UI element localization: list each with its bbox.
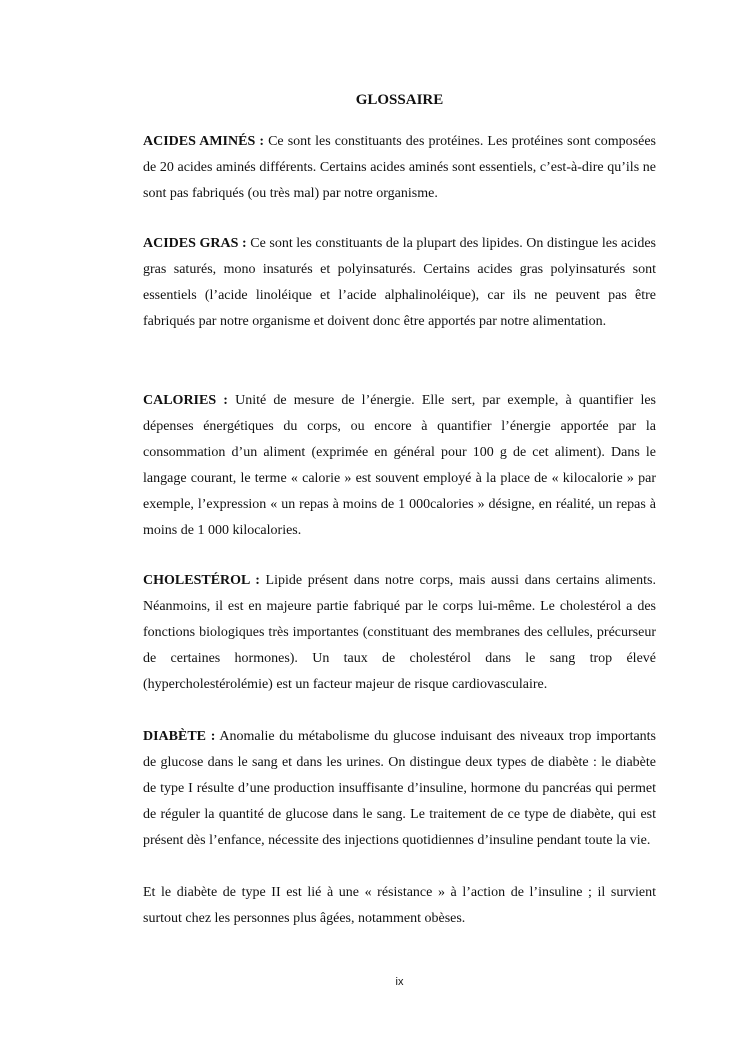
glossary-term: CHOLESTÉROL :	[143, 573, 260, 588]
glossary-entry-acides-amines	[143, 129, 656, 207]
glossary-definition: Unité de mesure de l’énergie. Elle sert, par exemple, à quantifier les dépenses énergétiques du corps, ou encore à quantifier l’énergie apportée par la consommation d’un aliment (exprimée en général pour 100 g de cet aliment). Dans le langage courant, le terme « calorie » est souvent employé à la place de « kilocalorie » par exemple, l’expression « un repas à moins de 1 000calories » désigne, en réalité, un repas à moins de 1 000 kilocalories.	[143, 393, 656, 538]
glossary-term: DIABÈTE :	[143, 729, 216, 744]
glossary-term: ACIDES GRAS :	[143, 236, 247, 251]
glossary-entry-cholesterol	[143, 568, 656, 698]
glossary-definition: Ce sont les constituants des protéines. Les protéines sont composées de 20 acides aminés différents. Certains acides aminés sont essentiels, c’est-à-dire qu’ils ne sont pas fabriqués (ou très mal) par notre organisme.	[143, 134, 656, 201]
glossary-term: CALORIES :	[143, 393, 228, 408]
page-number: ix	[395, 976, 404, 988]
glossary-entry-diabete	[143, 724, 656, 854]
glossary-entry-diabete-continuation: Et le diabète de type II est lié à une « résistance » à l’action de l’insuline ; il survient surtout chez les personnes plus âgées, notamment obèses.	[143, 885, 656, 926]
glossary-entry-calories	[143, 388, 656, 544]
page-title: GLOSSAIRE	[355, 92, 444, 108]
glossary-definition: Ce sont les constituants de la plupart des lipides. On distingue les acides gras saturés, mono insaturés et polyinsaturés. Certains acides gras polyinsaturés sont essentiels (l’acide linoléique et l’acide alphalinoléique), car ils ne peuvent pas être fabriqués par notre organisme et doivent donc être apportés par notre alimentation.	[143, 236, 657, 329]
glossary-definition: Lipide présent dans notre corps, mais aussi dans certains aliments. Néanmoins, il est en majeure partie fabriqué par le corps lui-même. Le cholestérol a des fonctions biologiques très importantes (constituant des membranes des cellules, précurseur de certaines hormones). Un taux de cholestérol dans le sang trop élevé (hypercholestérolémie) est un facteur majeur de risque cardiovasculaire.	[143, 573, 657, 692]
glossary-term: ACIDES AMINÉS :	[143, 134, 264, 149]
glossary-entry-acides-gras	[143, 231, 656, 335]
glossary-definition: Anomalie du métabolisme du glucose induisant des niveaux trop importants de glucose dans le sang et dans les urines. On distingue deux types de diabète : le diabète de type I résulte d’une production insuffisante d’insuline, hormone du pancréas qui permet de réguler la quantité de glucose dans le sang. Le traitement de ce type de diabète, qui est présent dès l’enfance, nécessite des injections quotidiennes d’insuline pendant toute la vie.	[143, 729, 657, 848]
